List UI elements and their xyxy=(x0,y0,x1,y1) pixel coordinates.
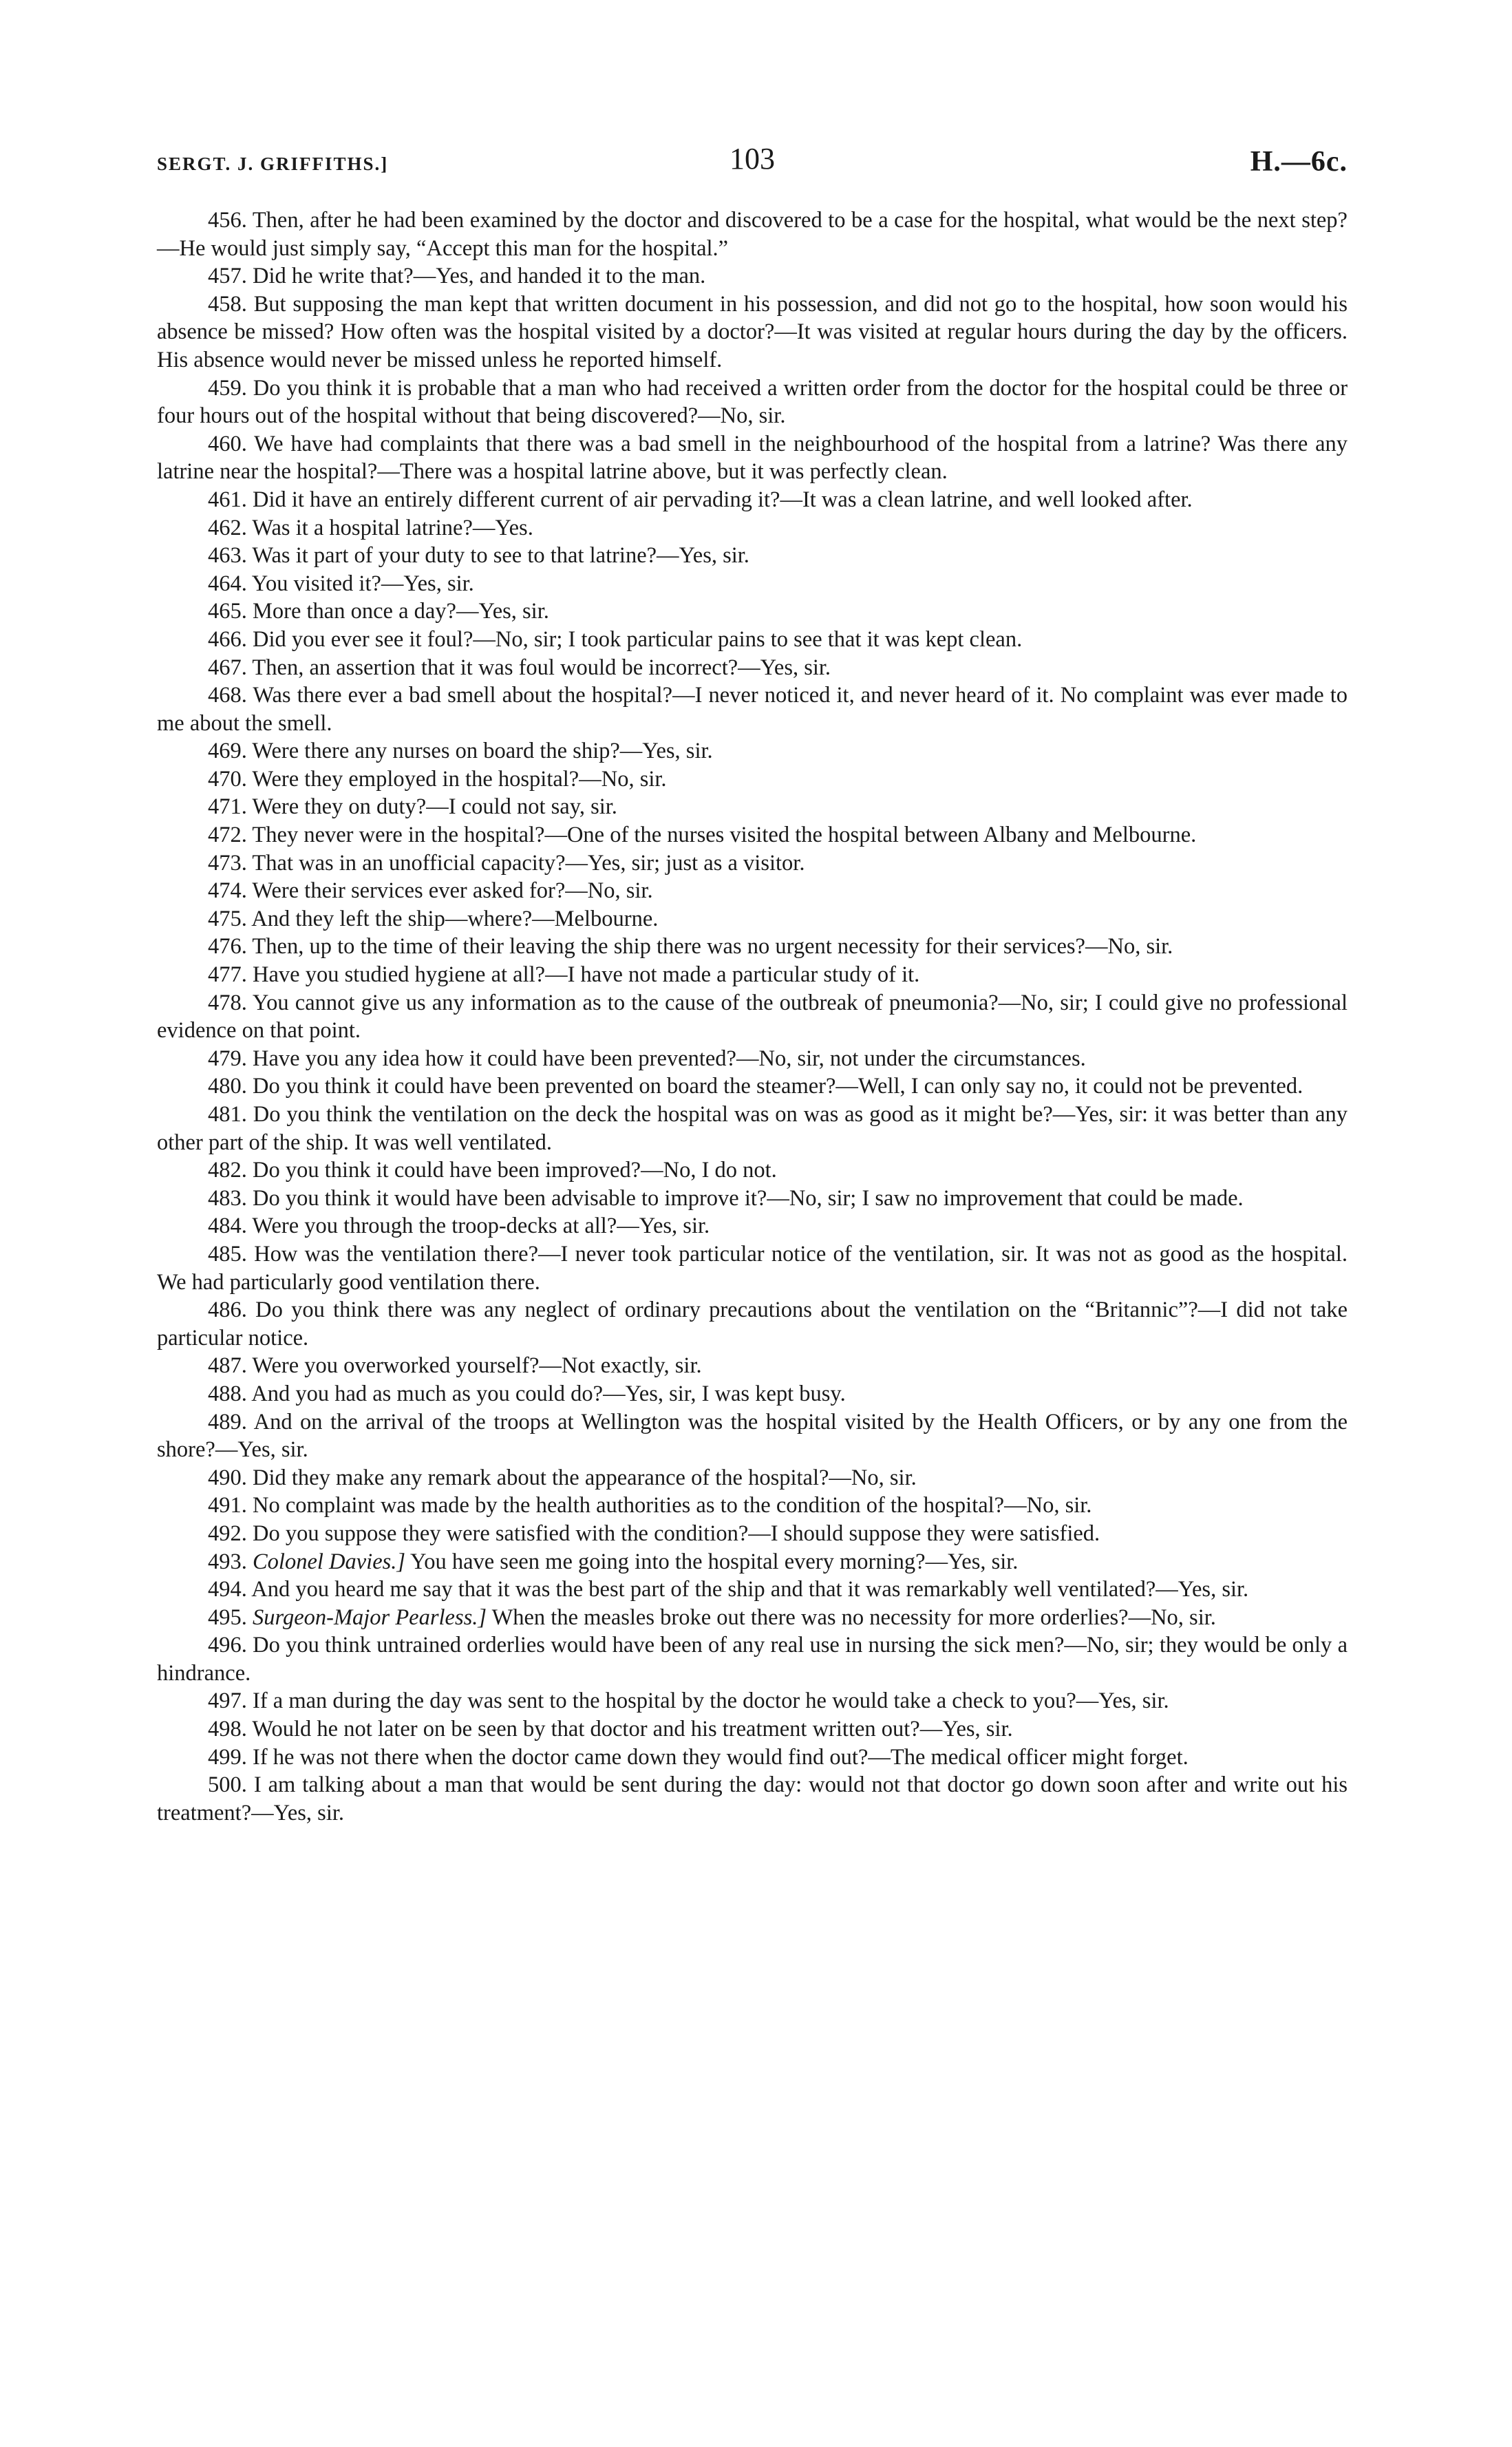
question-paragraph xyxy=(157,1045,1348,1073)
question-number: 495. xyxy=(208,1604,247,1630)
question-number: 456. xyxy=(208,208,247,233)
question-text: Do you think there was any neglect of ordinary precautions about the ventilation on the “Britannic”?—I did not take particular notice. xyxy=(157,1297,1348,1350)
question-paragraph xyxy=(157,1548,1348,1576)
question-text: Did he write that?—Yes, and handed it to the man. xyxy=(253,264,706,289)
question-number: 492. xyxy=(208,1521,247,1546)
question-number: 493. xyxy=(208,1549,247,1574)
question-paragraph xyxy=(157,597,1348,626)
evidence-text xyxy=(157,206,1348,1827)
question-paragraph xyxy=(157,1296,1348,1352)
question-number: 485. xyxy=(208,1241,247,1267)
question-number: 488. xyxy=(208,1381,247,1406)
question-number: 481. xyxy=(208,1102,247,1127)
question-text: I am talking about a man that would be sent during the day: would not that doctor go down soon after and write out his treatment?—Yes, sir. xyxy=(157,1772,1348,1825)
question-number: 459. xyxy=(208,375,247,401)
question-number: 491. xyxy=(208,1493,247,1518)
question-text: And you heard me say that it was the best part of the ship and that it was remarkably well ventilated?—Yes, sir. xyxy=(251,1577,1249,1602)
question-paragraph xyxy=(157,1212,1348,1240)
question-text: Were their services ever asked for?—No, sir. xyxy=(252,878,653,904)
question-text: Did you ever see it foul?—No, sir; I took particular pains to see that it was kept clean. xyxy=(253,626,1023,652)
document-reference: H.—6c. xyxy=(1250,146,1348,178)
question-number: 471. xyxy=(208,794,247,820)
question-paragraph xyxy=(157,737,1348,765)
question-paragraph xyxy=(157,486,1348,514)
question-number: 476. xyxy=(208,934,247,960)
question-number: 460. xyxy=(208,431,247,456)
question-number: 489. xyxy=(208,1409,247,1434)
question-paragraph xyxy=(157,849,1348,878)
question-paragraph xyxy=(157,290,1348,374)
question-text: When the measles broke out there was no necessity for more orderlies?—No, sir. xyxy=(491,1604,1216,1630)
question-paragraph xyxy=(157,1408,1348,1464)
question-number: 479. xyxy=(208,1046,247,1071)
question-number: 500. xyxy=(208,1772,247,1798)
question-paragraph xyxy=(157,1240,1348,1296)
question-number: 483. xyxy=(208,1185,247,1211)
question-paragraph xyxy=(157,1520,1348,1548)
question-paragraph xyxy=(157,1101,1348,1156)
question-paragraph xyxy=(157,514,1348,542)
question-number: 474. xyxy=(208,878,247,904)
question-text: Was it a hospital latrine?—Yes. xyxy=(252,515,533,540)
question-number: 466. xyxy=(208,626,247,652)
question-text: Did they make any remark about the appearance of the hospital?—No, sir. xyxy=(253,1465,917,1490)
question-paragraph xyxy=(157,430,1348,486)
speaker-label: Colonel Davies.] xyxy=(253,1549,406,1574)
question-number: 475. xyxy=(208,906,247,931)
question-number: 498. xyxy=(208,1717,247,1742)
question-number: 478. xyxy=(208,990,247,1015)
question-text: Do you think untrained orderlies would have been of any real use in nursing the sick men?—No, sir; they would be only a hindrance. xyxy=(157,1633,1348,1686)
question-text: Would he not later on be seen by that doctor and his treatment written out?—Yes, sir. xyxy=(252,1717,1013,1742)
question-paragraph xyxy=(157,877,1348,905)
question-text: Were you through the troop-decks at all?—Yes, sir. xyxy=(252,1214,710,1239)
question-text: Then, up to the time of their leaving the ship there was no urgent necessity for their services?—No, sir. xyxy=(252,934,1173,960)
question-number: 477. xyxy=(208,962,247,988)
question-number: 465. xyxy=(208,599,247,624)
question-number: 463. xyxy=(208,543,247,569)
question-paragraph xyxy=(157,1687,1348,1715)
question-paragraph xyxy=(157,1631,1348,1687)
question-paragraph xyxy=(157,1744,1348,1772)
question-number: 464. xyxy=(208,571,247,596)
question-paragraph xyxy=(157,654,1348,682)
question-paragraph xyxy=(157,1604,1348,1632)
question-text: Do you think it is probable that a man who had received a written order from the doctor for the hospital could be three or four hours out of the hospital without that being discovered?—No, sir. xyxy=(157,375,1348,429)
question-text: Were they on duty?—I could not say, sir. xyxy=(252,794,617,820)
question-text: Have you any idea how it could have been prevented?—No, sir, not under the circumstances. xyxy=(253,1046,1086,1071)
question-number: 461. xyxy=(208,487,247,512)
speaker-label: Surgeon-Major Pearless.] xyxy=(253,1604,487,1630)
question-paragraph xyxy=(157,374,1348,430)
question-paragraph xyxy=(157,905,1348,933)
question-number: 497. xyxy=(208,1688,247,1714)
question-paragraph xyxy=(157,1715,1348,1744)
question-number: 480. xyxy=(208,1074,247,1099)
question-number: 468. xyxy=(208,683,247,708)
question-paragraph xyxy=(157,681,1348,737)
question-paragraph xyxy=(157,961,1348,989)
question-text: Did it have an entirely different current of air pervading it?—It was a clean latrine, and well looked after. xyxy=(253,487,1193,512)
question-text: Was there ever a bad smell about the hospital?—I never noticed it, and never heard of it. No complaint was ever made to me about the smell. xyxy=(157,683,1348,736)
question-text: Do you think it would have been advisable to improve it?—No, sir; I saw no improvement that could be made. xyxy=(253,1185,1244,1211)
question-paragraph xyxy=(157,1380,1348,1408)
question-number: 472. xyxy=(208,823,247,848)
question-text: Do you think it could have been prevented on board the steamer?—Well, I can only say no, it could not be prevented. xyxy=(253,1074,1303,1099)
question-paragraph xyxy=(157,262,1348,290)
question-text: You visited it?—Yes, sir. xyxy=(251,571,474,596)
question-text: Do you think the ventilation on the deck the hospital was on was as good as it might be?—Yes, sir: it was better than any other part of the ship. It was well ventilated. xyxy=(157,1102,1348,1155)
question-paragraph xyxy=(157,1185,1348,1213)
question-number: 487. xyxy=(208,1353,247,1379)
question-paragraph xyxy=(157,821,1348,849)
question-paragraph xyxy=(157,1156,1348,1185)
question-number: 467. xyxy=(208,655,247,680)
page-header xyxy=(157,141,1348,189)
question-number: 462. xyxy=(208,515,247,540)
question-paragraph xyxy=(157,1072,1348,1101)
question-paragraph xyxy=(157,206,1348,262)
question-text: And on the arrival of the troops at Wellington was the hospital visited by the Health Officers, or by any one from the shore?—Yes, sir. xyxy=(157,1409,1348,1463)
header-witness-name: SERGT. J. GRIFFITHS.] xyxy=(157,153,389,174)
question-paragraph xyxy=(157,933,1348,961)
question-text: They never were in the hospital?—One of the nurses visited the hospital between Albany and Melbourne. xyxy=(252,823,1197,848)
question-text: Were you overworked yourself?—Not exactly, sir. xyxy=(252,1353,702,1379)
question-number: 458. xyxy=(208,291,247,317)
question-paragraph xyxy=(157,626,1348,654)
question-number: 486. xyxy=(208,1297,247,1323)
question-text: More than once a day?—Yes, sir. xyxy=(253,599,549,624)
question-paragraph xyxy=(157,793,1348,821)
question-number: 482. xyxy=(208,1158,247,1183)
question-text: We have had complaints that there was a bad smell in the neighbourhood of the hospital from a latrine? Was there any latrine near the hospital?—There was a hospital latrine above, but it was perfectly clean. xyxy=(157,431,1348,485)
question-number: 484. xyxy=(208,1214,247,1239)
question-number: 496. xyxy=(208,1633,247,1658)
question-text: You have seen me going into the hospital every morning?—Yes, sir. xyxy=(409,1549,1019,1574)
question-paragraph xyxy=(157,542,1348,570)
question-text: If a man during the day was sent to the hospital by the doctor he would take a check to you?—Yes, sir. xyxy=(253,1688,1169,1714)
question-number: 473. xyxy=(208,850,247,876)
question-number: 469. xyxy=(208,739,247,764)
question-number: 499. xyxy=(208,1744,247,1770)
question-paragraph xyxy=(157,1464,1348,1492)
question-text: You cannot give us any information as to the cause of the outbreak of pneumonia?—No, sir; I could give no professional evidence on that point. xyxy=(157,990,1348,1044)
page-number: 103 xyxy=(730,142,775,176)
question-number: 494. xyxy=(208,1577,247,1602)
question-text: Do you suppose they were satisfied with the condition?—I should suppose they were satisfied. xyxy=(253,1521,1100,1546)
question-text: Were they employed in the hospital?—No, sir. xyxy=(252,766,667,792)
question-text: Were there any nurses on board the ship?—Yes, sir. xyxy=(252,739,713,764)
question-text: Was it part of your duty to see to that latrine?—Yes, sir. xyxy=(252,543,749,569)
question-paragraph xyxy=(157,765,1348,794)
question-paragraph xyxy=(157,989,1348,1045)
question-text: How was the ventilation there?—I never took particular notice of the ventilation, sir. It was not as good as the hospital. We had particularly good ventilation there. xyxy=(157,1241,1348,1295)
question-text: Do you think it could have been improved?—No, I do not. xyxy=(253,1158,777,1183)
question-number: 470. xyxy=(208,766,247,792)
question-text: Then, after he had been examined by the doctor and discovered to be a case for the hospital, what would be the next step?—He would just simply say, “Accept this man for the hospital.” xyxy=(157,208,1348,261)
question-paragraph xyxy=(157,1492,1348,1520)
question-text: If he was not there when the doctor came down they would find out?—The medical officer might forget. xyxy=(253,1744,1189,1770)
question-paragraph xyxy=(157,570,1348,598)
question-text: That was in an unofficial capacity?—Yes, sir; just as a visitor. xyxy=(252,850,805,876)
question-text: No complaint was made by the health authorities as to the condition of the hospital?—No, sir. xyxy=(253,1493,1092,1518)
question-paragraph xyxy=(157,1352,1348,1380)
question-text: And they left the ship—where?—Melbourne. xyxy=(251,906,659,931)
question-text: Have you studied hygiene at all?—I have not made a particular study of it. xyxy=(253,962,920,988)
question-number: 457. xyxy=(208,264,247,289)
question-text: And you had as much as you could do?—Yes, sir, I was kept busy. xyxy=(251,1381,846,1406)
question-paragraph xyxy=(157,1771,1348,1827)
question-text: Then, an assertion that it was foul would be incorrect?—Yes, sir. xyxy=(252,655,831,680)
question-text: But supposing the man kept that written document in his possession, and did not go to the hospital, how soon would his absence be missed? How often was the hospital visited by a doctor?—It was visited at regular hours during the day by the officers. His absence would never be missed unless he reported himself. xyxy=(157,291,1348,372)
question-number: 490. xyxy=(208,1465,247,1490)
question-paragraph xyxy=(157,1576,1348,1604)
